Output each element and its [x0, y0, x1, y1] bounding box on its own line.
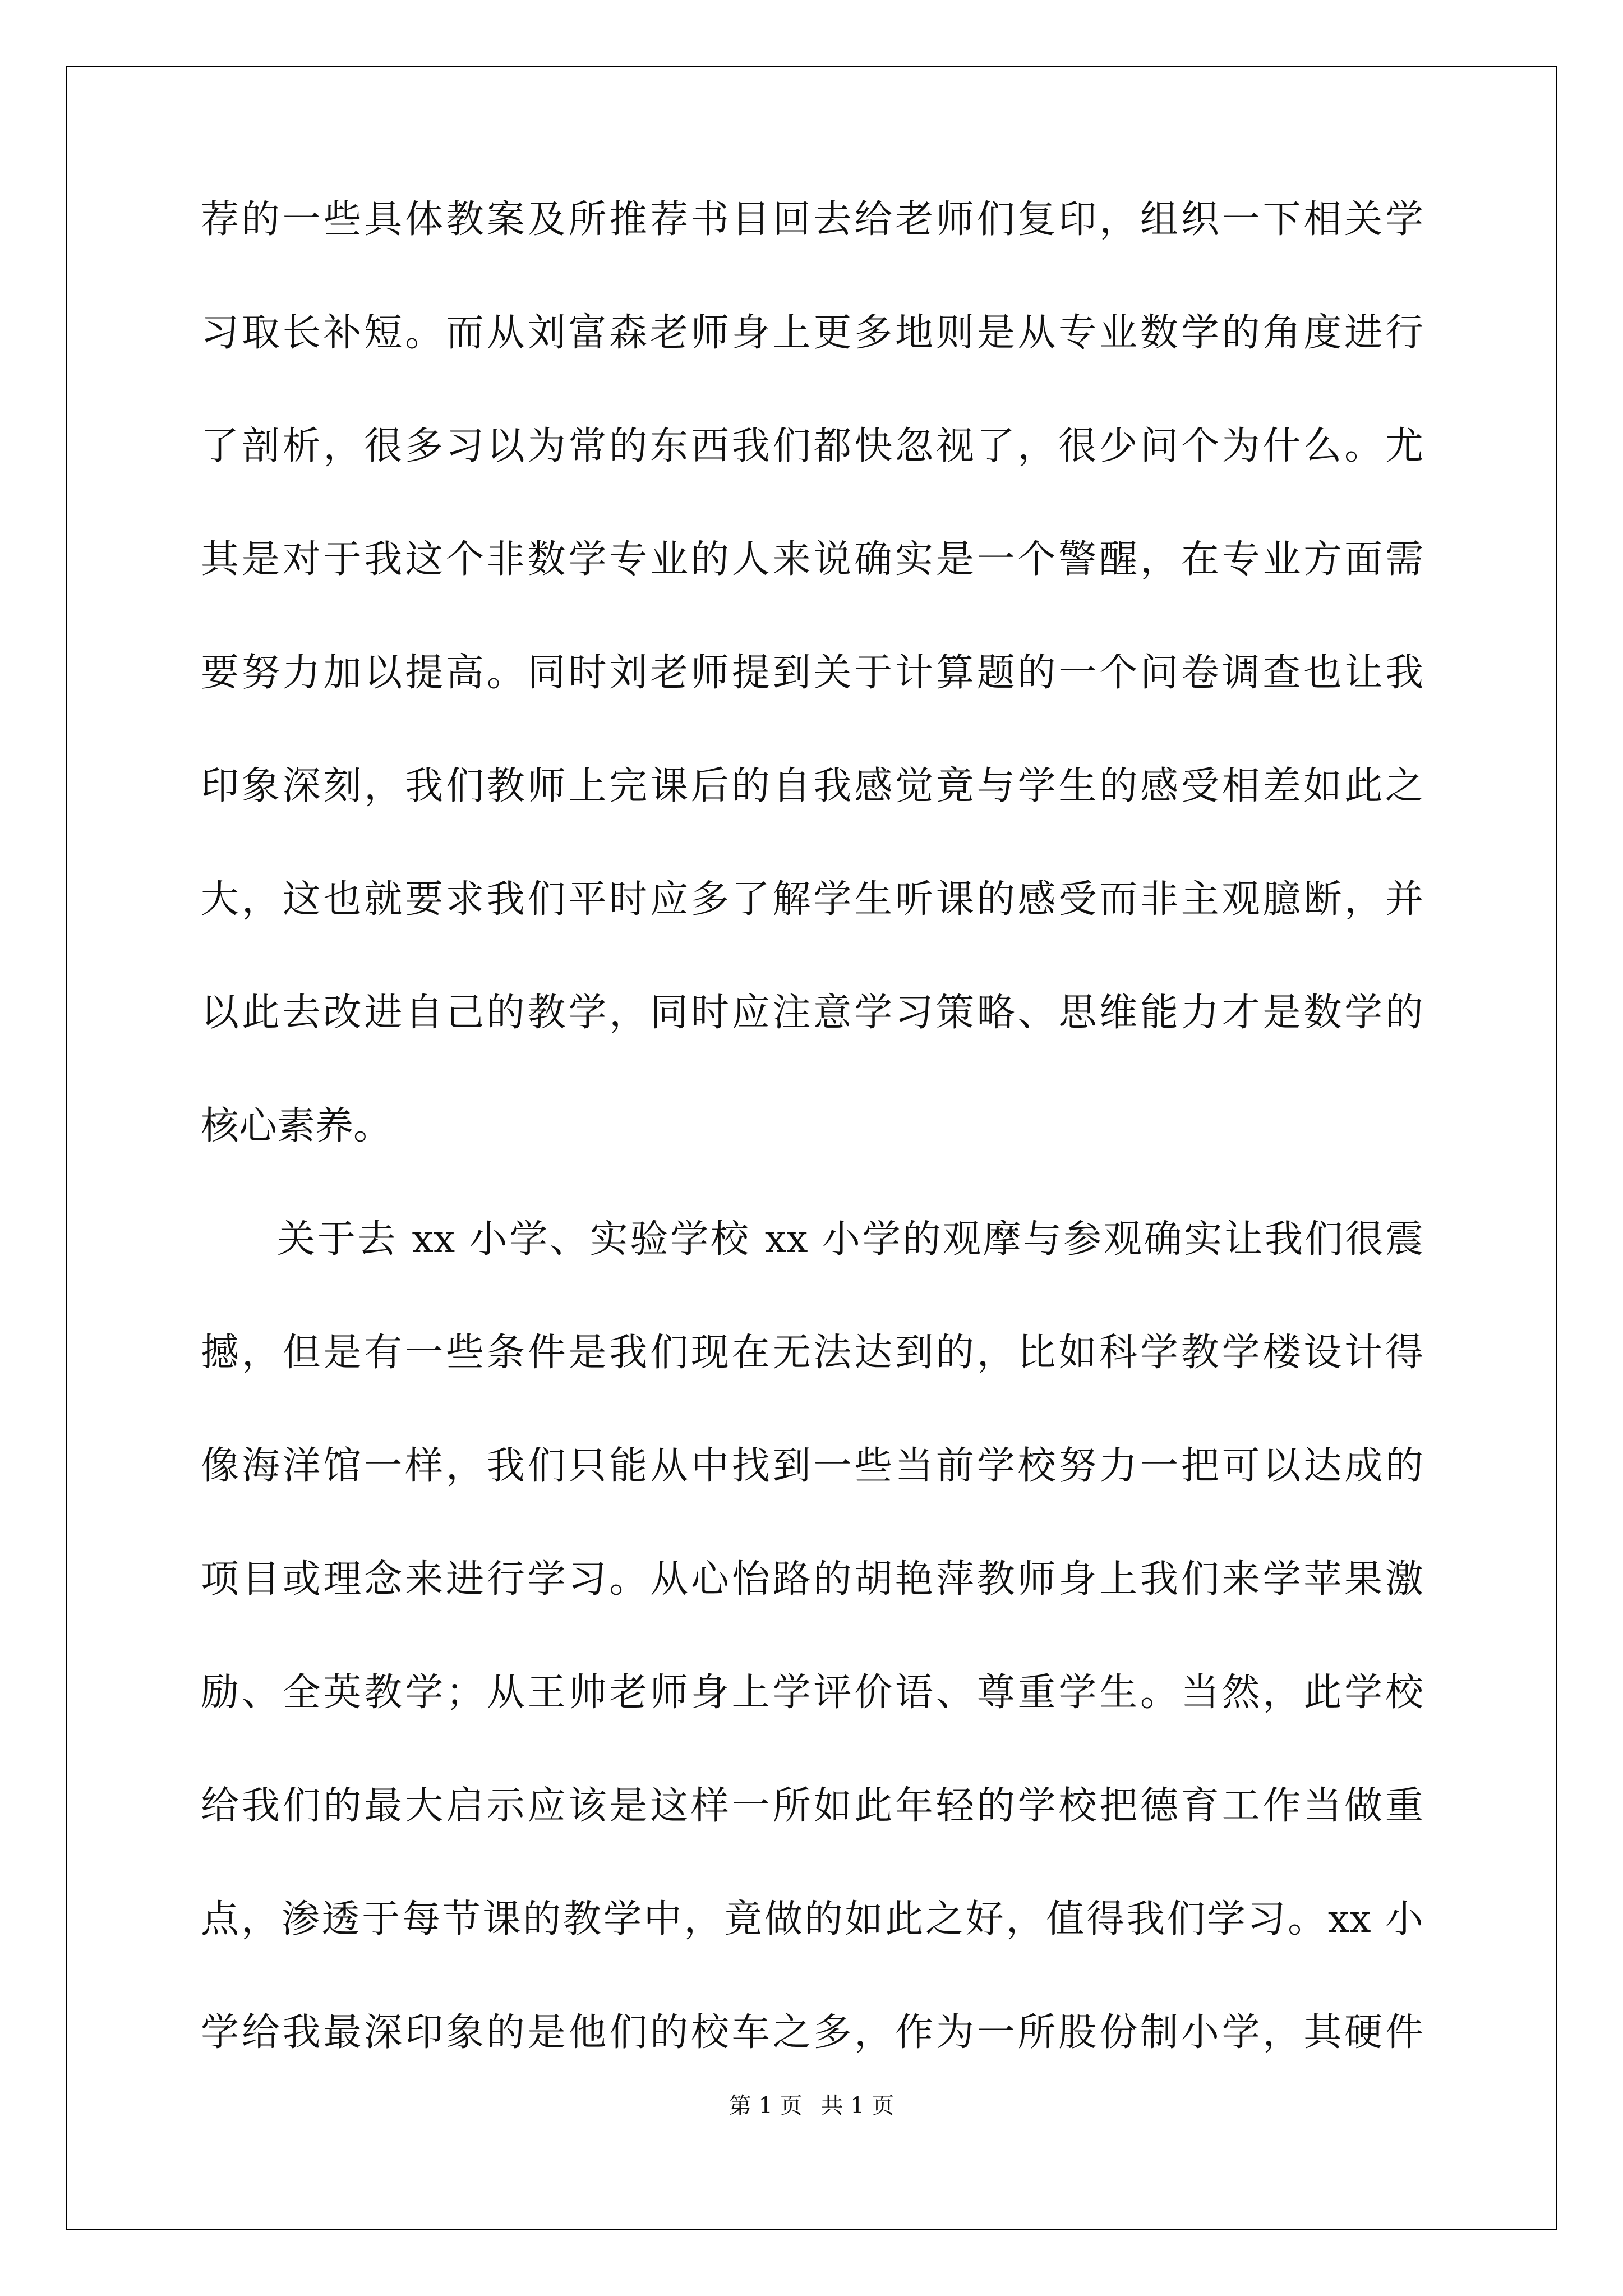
text-line: 印象深刻，我们教师上完课后的自我感觉竟与学生的感受相差如此之: [201, 764, 1423, 808]
paragraph-2: [201, 1217, 1423, 2127]
document-body: [201, 197, 1423, 2127]
text-line: 励、全英教学；从王帅老师身上学评价语、尊重学生。当然，此学校: [201, 1671, 1423, 1715]
text-line: 要努力加以提高。同时刘老师提到关于计算题的一个问卷调查也让我: [201, 651, 1423, 695]
text-line: 项目或理念来进行学习。从心怡路的胡艳萍教师身上我们来学苹果激: [201, 1557, 1423, 1602]
text-line: 像海洋馆一样，我们只能从中找到一些当前学校努力一把可以达成的: [201, 1444, 1423, 1488]
text-line: 其是对于我这个非数学专业的人来说确实是一个警醒，在专业方面需: [201, 537, 1423, 582]
text-line: 习取长补短。而从刘富森老师身上更多地则是从专业数学的角度进行: [201, 311, 1423, 355]
page-number: 第 1 页: [728, 2093, 803, 2119]
text-line: 关于去 xx 小学、实验学校 xx 小学的观摩与参观确实让我们很震: [277, 1217, 1423, 1262]
page-footer: [0, 2088, 1623, 2120]
page-count: 共 1 页: [820, 2093, 895, 2119]
text-line: 了剖析，很多习以为常的东西我们都快忽视了，很少问个为什么。尤: [201, 424, 1423, 468]
text-line: 核心素养。: [201, 1104, 392, 1148]
text-line: 荐的一些具体教案及所推荐书目回去给老师们复印，组织一下相关学: [201, 197, 1423, 242]
text-line: 给我们的最大启示应该是这样一所如此年轻的学校把德育工作当做重: [201, 1784, 1423, 1828]
text-line: 以此去改进自己的教学，同时应注意学习策略、思维能力才是数学的: [201, 991, 1423, 1035]
text-line: 撼，但是有一些条件是我们现在无法达到的，比如科学教学楼设计得: [201, 1331, 1423, 1375]
text-line: 点，渗透于每节课的教学中，竟做的如此之好，值得我们学习。xx 小: [201, 1897, 1423, 1941]
text-line: 大，这也就要求我们平时应多了解学生听课的感受而非主观臆断，并: [201, 877, 1423, 922]
paragraph-1: [201, 197, 1423, 1221]
text-line: 学给我最深印象的是他们的校车之多，作为一所股份制小学，其硬件: [201, 2010, 1423, 2055]
